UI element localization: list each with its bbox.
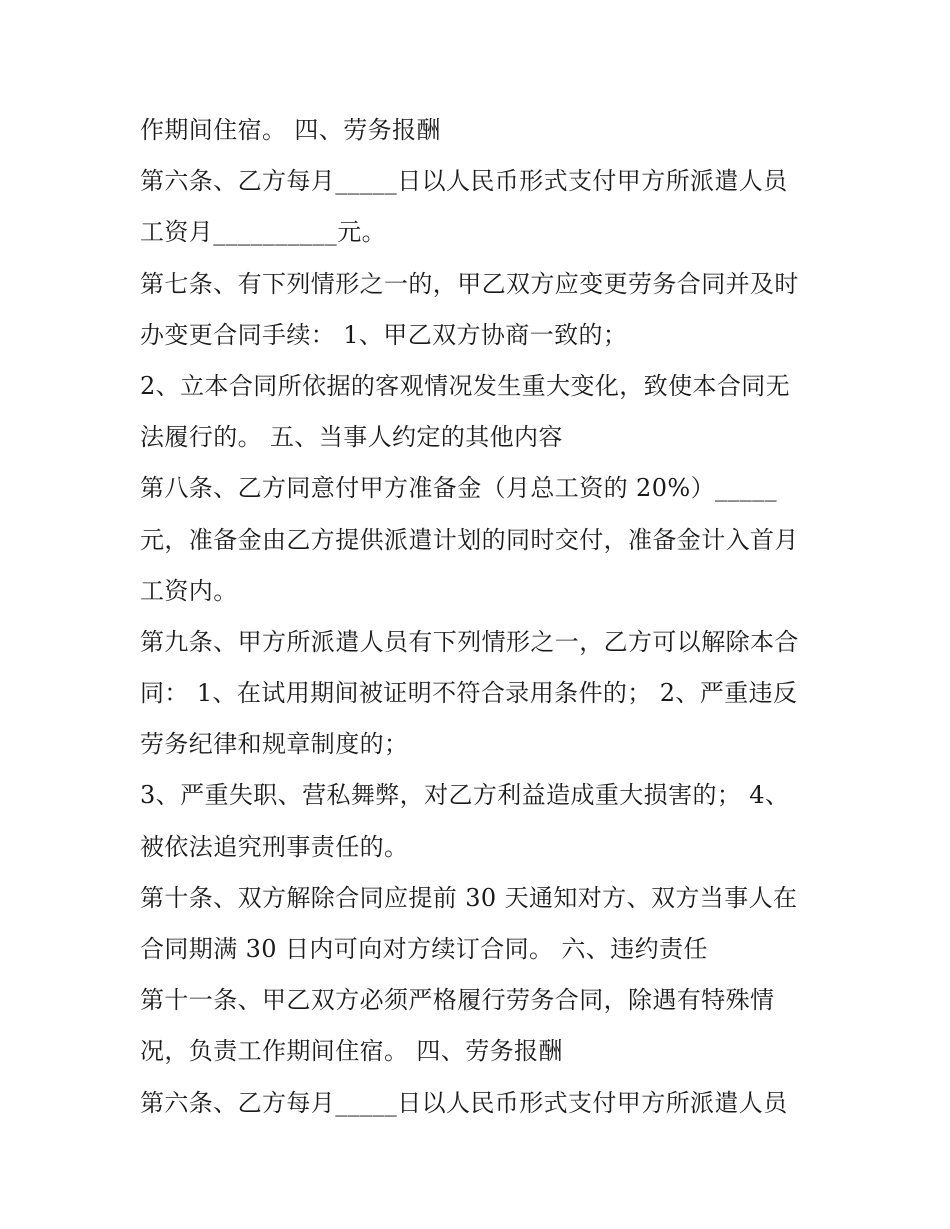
text-line: 第九条、甲方所派遣人员有下列情形之一，乙方可以解除本合 <box>140 627 799 656</box>
text-line: 同： 1、在试用期间被证明不符合录用条件的； 2、严重违反 <box>140 679 798 708</box>
text-line: 第十条、双方解除合同应提前 30 天通知对方、双方当事人在 <box>140 883 798 912</box>
text-line: 作期间住宿。 四、劳务报酬 <box>140 116 441 144</box>
text-line: 第七条、有下列情形之一的，甲乙双方应变更劳务合同并及时 <box>140 269 799 298</box>
text-line: 劳务纪律和规章制度的； <box>140 730 409 759</box>
text-line: 工资内。 <box>140 576 238 605</box>
text-line: 元，准备金由乙方提供派遣计划的同时交付，准备金计入首月 <box>140 525 799 554</box>
text-line: 3、严重失职、营私舞弊，对乙方利益造成重大损害的； 4、 <box>140 781 790 810</box>
text-line: 合同期满 30 日内可向对方续订合同。 六、违约责任 <box>140 935 708 963</box>
text-line: 况，负责工作期间住宿。 四、劳务报酬 <box>140 1037 563 1066</box>
text-line: 工资月__________元。 <box>140 218 386 247</box>
text-line: 办变更合同手续： 1、甲乙双方协商一致的； <box>140 320 628 349</box>
text-line: 法履行的。 五、当事人约定的其他内容 <box>140 423 563 452</box>
text-line: 第八条、乙方同意付甲方准备金（月总工资的 20%）_____ <box>140 474 777 503</box>
text-line: 第十一条、甲乙双方必须严格履行劳务合同，除遇有特殊情 <box>140 986 775 1015</box>
document-body <box>140 110 840 1134</box>
text-line: 2、立本合同所依据的客观情况发生重大变化，致使本合同无 <box>140 371 791 400</box>
text-line: 第六条、乙方每月_____日以人民币形式支付甲方所派遣人员 <box>140 167 788 196</box>
text-line: 第六条、乙方每月_____日以人民币形式支付甲方所派遣人员 <box>140 1088 788 1117</box>
text-line: 被依法追究刑事责任的。 <box>140 832 409 861</box>
